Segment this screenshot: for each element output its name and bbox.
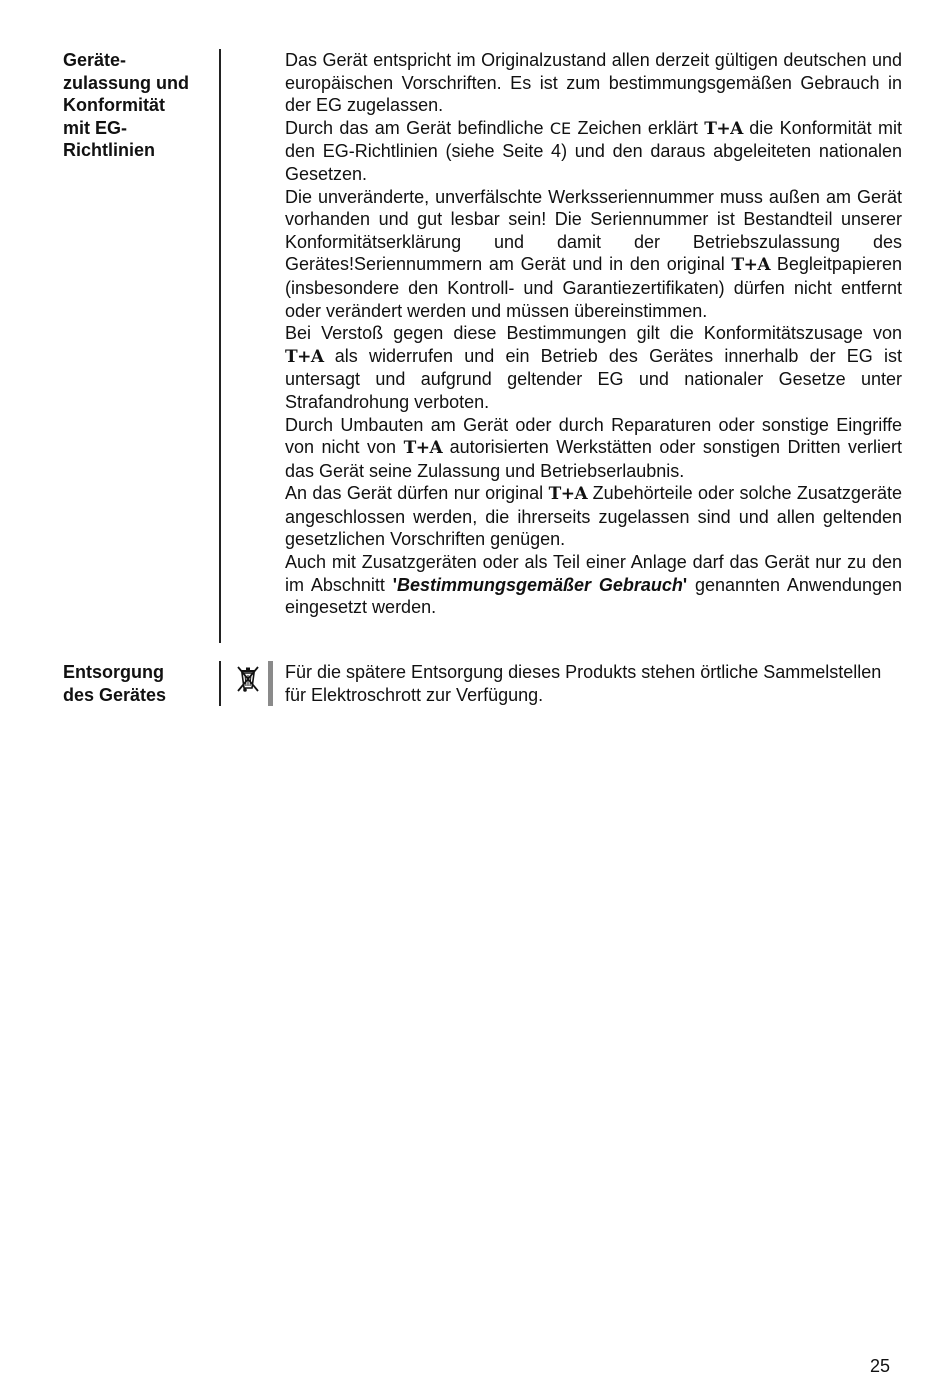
heading-line: mit EG- (63, 117, 128, 138)
ta-logo: T+A (548, 484, 588, 505)
heading-line: Konformität (63, 95, 165, 116)
paragraph (285, 186, 902, 323)
change-marker-bar (268, 661, 273, 706)
text-run: Durch das am Gerät befindliche (285, 117, 544, 138)
paragraph: Das Gerät entspricht im Originalzustand allen derzeit gültigen deutschen und europäischen Vorschriften. Es ist zum bestimmungsgemäßen Gebrauch in der EG zugelassen. (285, 50, 902, 116)
heading-line: zulassung und (63, 72, 189, 93)
ta-logo: T+A (704, 118, 743, 139)
text-run: Durch Umbauten am Gerät oder durch Reparaturen oder sonstige Eingriffe von nicht von (285, 414, 902, 458)
text-run: die Konformität mit den EG-Richtlinien (siehe Seite 4) und den daraus abgeleiteten nationalen Gesetzen. (285, 117, 902, 184)
disposal-body: Für die spätere Entsorgung dieses Produkts stehen örtliche Sammelstellen für Elektroschrott zur Verfügung. (285, 662, 882, 705)
heading-line: des Gerätes (63, 684, 167, 705)
conformity-heading (63, 49, 213, 162)
heading-line: Richtlinien (63, 140, 156, 161)
section-divider-line (219, 661, 221, 706)
text-run: Zeichen erklärt (577, 117, 698, 138)
ce-mark-icon: CE (549, 118, 572, 138)
conformity-body (285, 49, 902, 619)
paragraph (285, 482, 902, 551)
text-run: Begleitpapieren (insbesondere den Kontroll- und Garantiezertifikaten) dürfen nicht entfernt oder verändert werden und müssen übereinstimmen. (285, 254, 902, 321)
text-run: genannten Anwendungen eingesetzt werden. (285, 574, 902, 618)
ta-logo: T+A (285, 346, 324, 367)
quote-mark: ' (682, 574, 688, 595)
ta-logo: T+A (403, 438, 443, 459)
text-run: Zubehörteile oder solche Zusatzgeräte angeschlossen werden, die ihrerseits zugelassen sind und allen geltenden gesetzlichen Vorschriften genügen. (285, 483, 902, 550)
quote-mark: ' (392, 574, 397, 595)
text-run: als widerrufen und ein Betrieb des Gerätes innerhalb der EG ist untersagt und aufgrund geltender EG und nationaler Gesetze unter Strafandrohung verboten. (285, 345, 902, 412)
page-number: 25 (870, 1356, 891, 1376)
text-run: Auch mit Zusatzgeräten oder als Teil einer Anlage darf das Gerät nur zu den im Abschnitt (285, 552, 902, 595)
text-run: An das Gerät dürfen nur original (285, 483, 544, 504)
heading-line: Geräte- (63, 50, 127, 70)
paragraph (285, 117, 902, 186)
text-run: autorisierten Werkstätten oder sonstigen Dritten verliert das Gerät seine Zulassung und Betriebserlaubnis. (285, 437, 902, 481)
paragraph (285, 551, 902, 619)
paragraph (285, 414, 902, 483)
section-divider-line (219, 49, 221, 643)
disposal-heading (63, 661, 213, 706)
text-run: Die unveränderte, unverfälschte Werksseriennummer muss außen am Gerät vorhanden und gut lesbar sein! Die Seriennummer ist Bestandteil unserer Konformitätserklärung und damit der Betriebszulassung des Gerätes!Seriennummern am Gerät und in den original (285, 186, 902, 275)
crossed-out-wheelie-bin-icon (234, 664, 262, 694)
ta-logo: T+A (731, 255, 771, 276)
paragraph (285, 322, 902, 413)
text-run: Bei Verstoß gegen diese Bestimmungen gilt die Konformitätszusage von (285, 323, 902, 344)
emphasis-reference: Bestimmungsgemäßer Gebrauch (396, 574, 683, 595)
heading-line: Entsorgung (63, 662, 164, 682)
